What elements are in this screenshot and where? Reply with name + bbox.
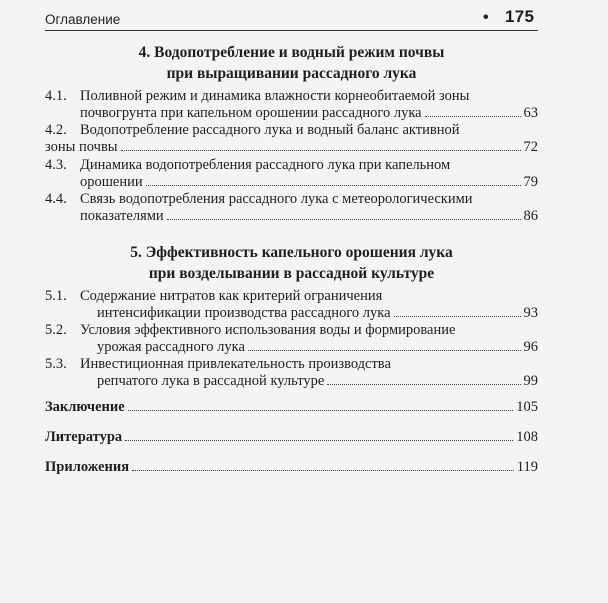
entry-number: 5.2.: [45, 322, 67, 338]
entry-title-line2: орошении: [80, 174, 143, 190]
entry-label: Приложения: [45, 459, 130, 475]
entry-page: 72: [523, 139, 538, 155]
entry-title-line1: Поливной режим и динамика влажности корнеобитаемой зоны: [80, 88, 470, 104]
entry-title-line1: Связь водопотребления рассадного лука с метеорологическими: [80, 191, 473, 207]
toc-entry-appendices[interactable]: [45, 459, 538, 476]
entry-page: 96: [523, 339, 538, 355]
leader-dots: [121, 150, 521, 151]
entry-title-line1: Условия эффективного использования воды и формирование: [80, 322, 456, 338]
chapter-4-heading-line2: при выращивании рассадного лука: [166, 65, 417, 82]
entry-title-line2: зоны почвы: [45, 139, 118, 155]
entry-title-line2: почвогрунта при капельном орошении рассадного лука: [80, 105, 422, 121]
entry-page: 105: [516, 399, 538, 415]
toc-entry-literature[interactable]: [45, 429, 538, 446]
entry-title-line1: Динамика водопотребления рассадного лука при капельном: [80, 157, 451, 173]
chapter-4-heading-line1: 4. Водопотребление и водный режим почвы: [138, 44, 445, 61]
leader-dots: [146, 185, 521, 186]
entry-number: 4.1.: [45, 88, 67, 104]
entry-number: 4.3.: [45, 157, 67, 173]
leader-dots: [132, 470, 514, 471]
entry-number: 4.2.: [45, 122, 67, 138]
entry-number: 5.1.: [45, 288, 67, 304]
chapter-5-heading: [45, 242, 538, 284]
toc-entry-conclusion[interactable]: [45, 399, 538, 416]
entry-number: 4.4.: [45, 191, 67, 207]
running-header-title: Оглавление: [45, 12, 121, 27]
leader-dots: [248, 350, 521, 351]
leader-dots: [125, 440, 513, 441]
entry-page: 119: [516, 459, 538, 475]
entry-page: 99: [523, 373, 538, 389]
chapter-5-heading-line1: 5. Эффективность капельного орошения лука: [130, 244, 453, 261]
entry-title-line2: интенсификации производства рассадного лука: [97, 305, 391, 321]
entry-page: 93: [523, 305, 538, 321]
entry-title-line1: Водопотребление рассадного лука и водный баланс активной: [80, 122, 460, 138]
entry-page: 108: [516, 429, 538, 445]
leader-dots: [327, 384, 520, 385]
leader-dots: [394, 316, 521, 317]
chapter-4-heading: [45, 42, 538, 84]
entry-title-line1: Содержание нитратов как критерий ограничения: [80, 288, 383, 304]
entry-page: 63: [523, 105, 538, 121]
entry-label: Заключение: [45, 399, 125, 415]
chapter-5-heading-line2: при возделывании в рассадной культуре: [148, 265, 435, 282]
entry-label: Литература: [45, 429, 123, 445]
leader-dots: [128, 410, 514, 411]
entry-title-line1: Инвестиционная привлекательность производства: [80, 356, 391, 372]
entry-number: 5.3.: [45, 356, 67, 372]
entry-title-line2: репчатого лука в рассадной культуре: [97, 373, 325, 389]
header-rule: [45, 30, 538, 31]
leader-dots: [167, 219, 521, 220]
leader-dots: [425, 116, 521, 117]
entry-title-line2: урожая рассадного лука: [97, 339, 245, 355]
entry-page: 79: [523, 174, 538, 190]
header-bullet: •: [483, 9, 489, 26]
page-number: 175: [505, 7, 535, 26]
entry-page: 86: [523, 208, 538, 224]
entry-title-line2: показателями: [80, 208, 164, 224]
